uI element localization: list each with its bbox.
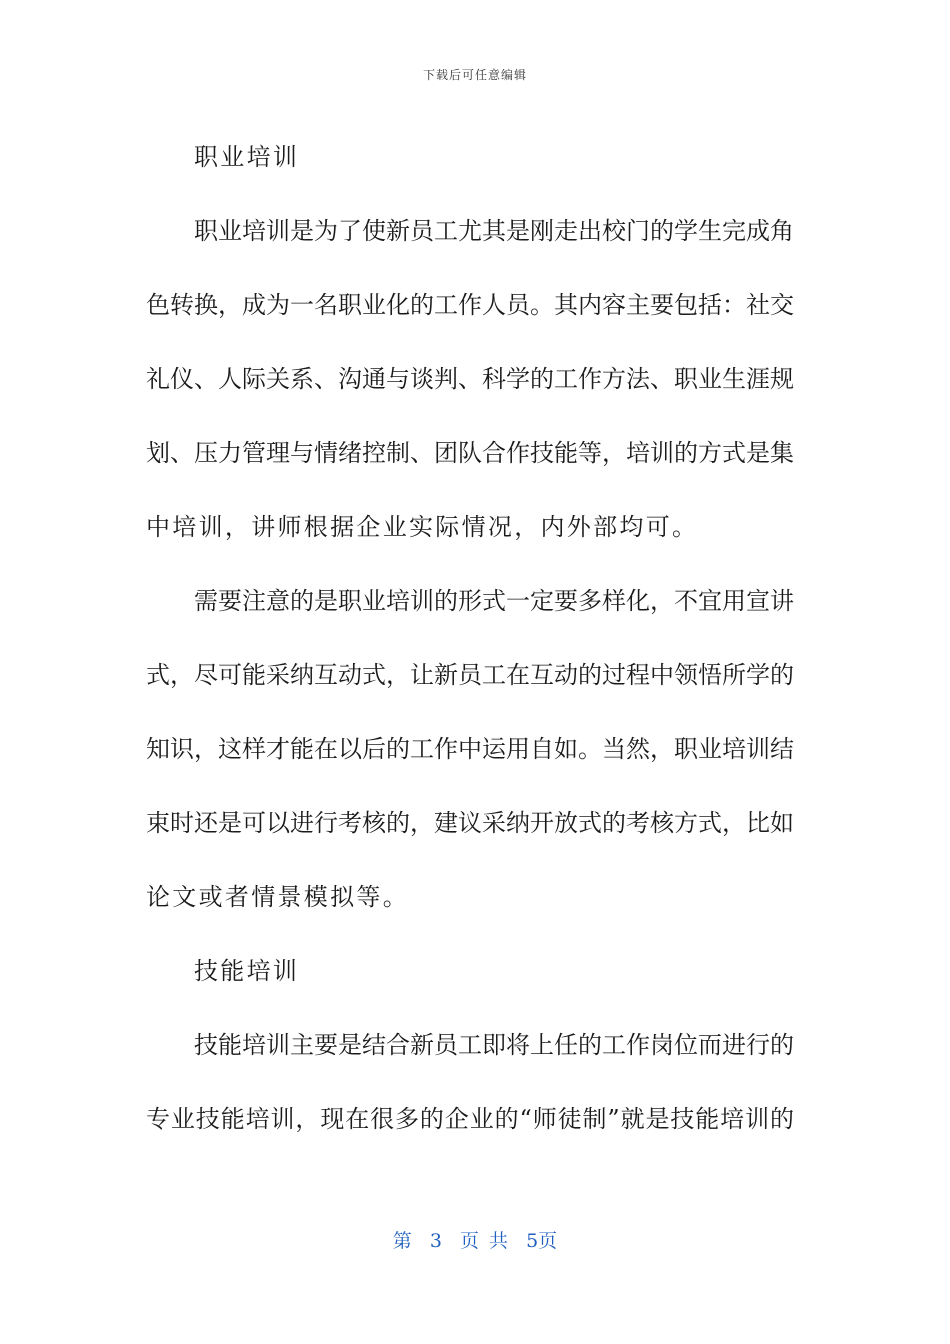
page-mid: 页 共 <box>460 1230 509 1252</box>
paragraph-line: 式，尽可能采纳互动式，让新员工在互动的过程中领悟所学的 <box>146 661 794 689</box>
paragraph-line: 礼仪、人际关系、沟通与谈判、科学的工作方法、职业生涯规 <box>146 365 794 393</box>
page-current: 3 <box>429 1230 442 1252</box>
document-body <box>146 120 794 1156</box>
paragraph-line: 职业培训是为了使新员工尤其是刚走出校门的学生完成角 <box>194 217 794 245</box>
section-heading-career-training: 职业培训 <box>194 143 300 171</box>
paragraph-line: 论文或者情景模拟等。 <box>146 883 409 911</box>
page-total: 5页 <box>526 1230 558 1252</box>
paragraph-line: 知识，这样才能在以后的工作中运用自如。当然，职业培训结 <box>146 735 794 763</box>
paragraph-line: 划、压力管理与情绪控制、团队合作技能等，培训的方式是集 <box>146 439 794 467</box>
page-prefix: 第 <box>392 1230 412 1252</box>
header-note: 下载后可任意编辑 <box>422 68 527 82</box>
paragraph-line: 专业技能培训，现在很多的企业的“师徒制”就是技能培训的 <box>146 1105 794 1133</box>
paragraph-line: 色转换，成为一名职业化的工作人员。其内容主要包括：社交 <box>146 291 794 319</box>
section-heading-skill-training: 技能培训 <box>194 957 300 985</box>
page-number <box>0 1226 950 1253</box>
paragraph-line: 技能培训主要是结合新员工即将上任的工作岗位而进行的 <box>194 1031 794 1059</box>
paragraph-line: 需要注意的是职业培训的形式一定要多样化，不宜用宣讲 <box>194 587 794 615</box>
paragraph-line: 中培训，讲师根据企业实际情况，内外部均可。 <box>146 513 699 541</box>
paragraph-line: 束时还是可以进行考核的，建议采纳开放式的考核方式，比如 <box>146 809 794 837</box>
